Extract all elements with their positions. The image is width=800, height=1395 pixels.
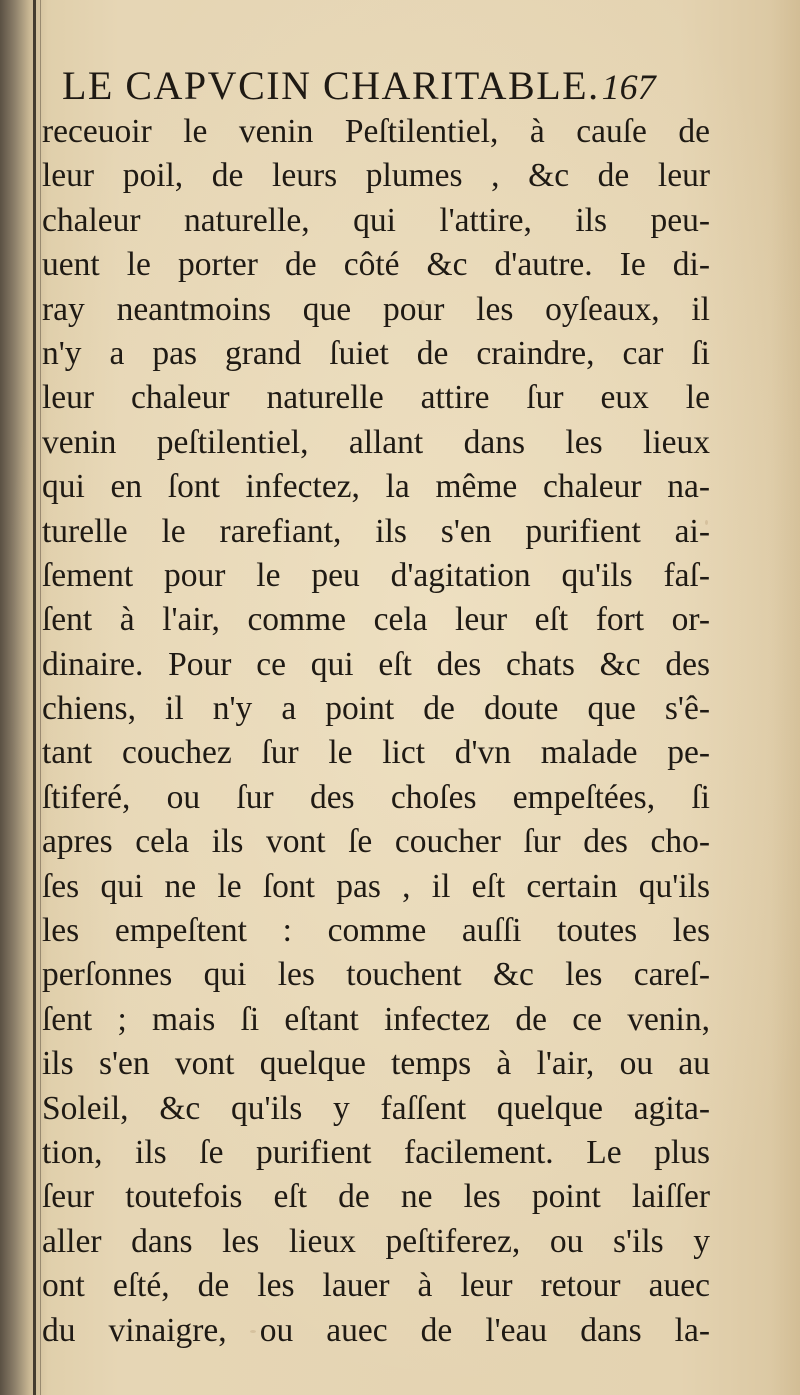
text-line: Soleil, &c qu'ils y faſſent quelque agita-	[42, 1089, 710, 1127]
text-line: tant couchez ſur le lict d'vn malade pe-	[42, 734, 710, 772]
text-line: ſent ; mais ſi eſtant infectez de ce venin,	[42, 1000, 710, 1038]
text-line: apres cela ils vont ſe coucher ſur des cho-	[42, 823, 710, 861]
text-line: qui en ſont infectez, la même chaleur na-	[42, 468, 710, 506]
body-text	[42, 110, 710, 1353]
text-line: ſent à l'air, comme cela leur eſt fort or-	[42, 601, 710, 639]
text-line: aller dans les lieux peſtiferez, ou s'ils y	[42, 1222, 710, 1260]
text-line: n'y a pas grand ſuiet de craindre, car ſi	[42, 334, 710, 372]
text-line: du vinaigre, ou auec de l'eau dans la-	[42, 1311, 710, 1349]
text-line: perſonnes qui les touchent &c les careſ-	[42, 956, 710, 994]
text-line: uent le porter de côté &c d'autre. Ie di-	[42, 246, 710, 284]
text-line: venin peſtilentiel, allant dans les lieux	[42, 423, 710, 461]
running-title: LE CAPVCIN CHARITABLE.	[62, 63, 600, 108]
text-line: chiens, il n'y a point de doute que s'ê-	[42, 690, 710, 728]
text-line: tion, ils ſe purifient facilement. Le plus	[42, 1133, 710, 1171]
text-line: ſes qui ne le ſont pas , il eſt certain qu'ils	[42, 867, 710, 905]
text-line: ſeur toutefois eſt de ne les point laiſſer	[42, 1178, 710, 1216]
text-line: les empeſtent : comme auſſi toutes les	[42, 912, 710, 950]
text-line: leur poil, de leurs plumes , &c de leur	[42, 157, 710, 195]
text-line: ſement pour le peu d'agitation qu'ils faſ-	[42, 556, 710, 594]
text-line: ray neantmoins que pour les oyſeaux, il	[42, 290, 710, 328]
page-header	[62, 62, 712, 109]
text-line: receuoir le venin Peſtilentiel, à cauſe de	[42, 113, 710, 150]
page-number: 167	[601, 67, 656, 107]
text-line: chaleur naturelle, qui l'attire, ils peu-	[42, 201, 710, 239]
text-line: ſtiferé, ou ſur des choſes empeſtées, ſi	[42, 778, 710, 816]
text-line: turelle le rarefiant, ils s'en purifient ai-	[42, 512, 710, 550]
page-gutter-edge	[33, 0, 36, 1395]
text-line: ils s'en vont quelque temps à l'air, ou au	[42, 1045, 710, 1083]
page-gutter-shadow	[40, 0, 41, 1395]
text-line: ont eſté, de les lauer à leur retour auec	[42, 1267, 710, 1305]
text-line: dinaire. Pour ce qui eſt des chats &c des	[42, 645, 710, 683]
text-line: leur chaleur naturelle attire ſur eux le	[42, 379, 710, 417]
